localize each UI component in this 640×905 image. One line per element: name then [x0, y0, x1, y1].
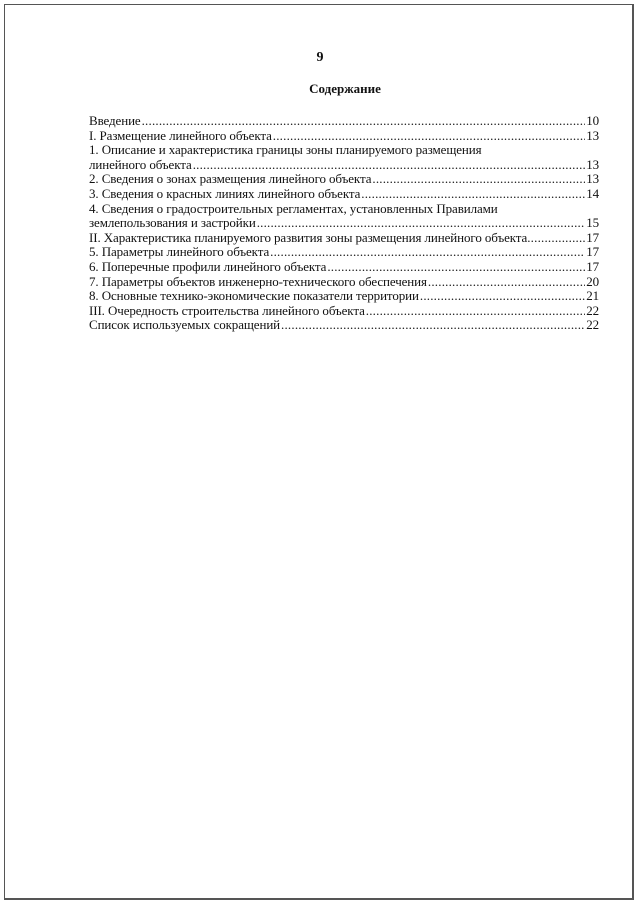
toc-entry-page: 15 [586, 215, 599, 231]
toc-entry-page: 20 [586, 273, 599, 289]
toc-entry-page: 10 [586, 113, 599, 128]
toc-entry-title: II. Характеристика планируемого развития зоны размещения линейного объекта [89, 229, 528, 245]
toc-entry-page: 17 [586, 229, 599, 245]
toc-entry [89, 275, 599, 290]
toc-dot-leader [372, 172, 585, 187]
toc-dot-leader [366, 304, 585, 319]
toc-entry-page: 17 [586, 244, 599, 260]
toc-entry [89, 172, 599, 187]
toc-dot-leader [193, 158, 586, 173]
toc-entry-title: линейного объекта [89, 156, 192, 172]
toc-dot-leader [420, 289, 585, 304]
toc-entry-page: 14 [586, 185, 599, 201]
toc-entry [89, 158, 599, 173]
toc-entry-page: 17 [586, 258, 599, 274]
toc-dot-leader [270, 245, 585, 260]
toc-entry [89, 289, 599, 304]
toc-entry-first-line: 4. Сведения о градостроительных регламентах, установленных Правилами [89, 200, 498, 216]
page-number: 9 [316, 50, 324, 65]
toc-entry [89, 260, 599, 275]
toc-dot-leader [281, 318, 585, 333]
toc-entry [89, 187, 599, 202]
toc-dot-leader [361, 187, 585, 202]
toc-entry-title: Введение [89, 113, 141, 128]
toc-entry-title: I. Размещение линейного объекта [89, 127, 272, 143]
toc-entry-page: 21 [586, 288, 599, 304]
toc-dot-leader [273, 129, 585, 144]
toc-entry-title: III. Очередность строительства линейного объекта [89, 302, 365, 318]
toc-entry [89, 245, 599, 260]
toc-dot-leader [428, 275, 585, 290]
toc-entry-first-line: 1. Описание и характеристика границы зоны планируемого размещения [89, 142, 482, 158]
table-of-contents [89, 114, 599, 333]
toc-dot-leader [327, 260, 585, 275]
page-title: Содержание [309, 81, 381, 96]
toc-entry-title: 2. Сведения о зонах размещения линейного объекта [89, 171, 372, 187]
toc-dot-leader [257, 216, 586, 231]
toc-entry-page: 13 [586, 171, 599, 187]
toc-entry-title: 6. Поперечные профили линейного объекта [89, 258, 327, 274]
toc-entry-page: 22 [586, 302, 599, 318]
toc-entry [89, 129, 599, 144]
toc-entry [89, 304, 599, 319]
toc-dot-leader [527, 231, 586, 246]
toc-entry-page: 22 [586, 317, 599, 333]
toc-entry-title: 5. Параметры линейного объекта [89, 244, 270, 260]
toc-entry-title: землепользования и застройки [89, 215, 256, 231]
toc-entry [89, 231, 599, 246]
toc-entry-title: Список используемых сокращений [89, 317, 281, 333]
toc-entry-page: 13 [586, 127, 599, 143]
toc-entry-title: 7. Параметры объектов инженерно-технического обеспечения [89, 273, 427, 289]
toc-entry [89, 114, 599, 129]
toc-entry [89, 216, 599, 231]
toc-entry-title: 3. Сведения о красных линиях линейного объекта [89, 185, 361, 201]
toc-entry [89, 318, 599, 333]
toc-entry-page: 13 [586, 156, 599, 172]
toc-dot-leader [142, 114, 586, 129]
toc-entry-title: 8. Основные технико-экономические показатели территории [89, 288, 419, 304]
